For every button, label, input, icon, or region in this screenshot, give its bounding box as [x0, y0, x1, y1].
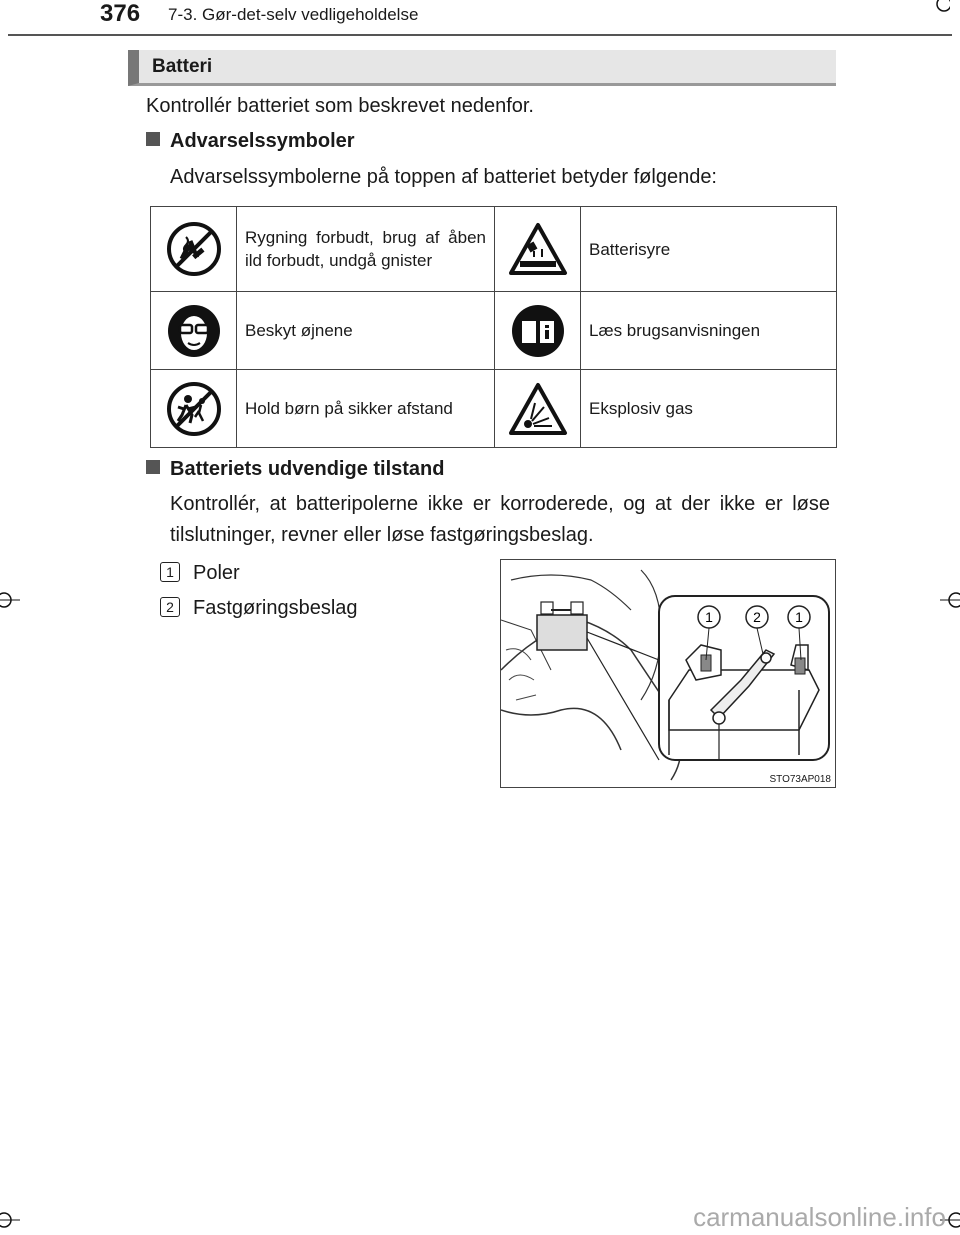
item-label: Poler — [193, 562, 240, 584]
read-manual-icon — [495, 292, 581, 370]
registration-mark-icon — [0, 1208, 20, 1228]
battery-condition-heading — [146, 458, 445, 481]
no-smoking-icon — [151, 207, 237, 292]
battery-condition-description: Kontrollér, at batteripolerne ikke er korroderede, og at der ikke er løse tilslutninger, revner eller løse fastgøringsbeslag. — [170, 493, 830, 546]
warning-symbols-description: Advarselssymbolerne på toppen af batteriet betyder følgende: — [170, 166, 717, 188]
square-bullet-icon — [146, 460, 160, 474]
battery-acid-text: Batterisyre — [581, 207, 837, 292]
keep-children-away-text: Hold børn på sikker afstand — [237, 370, 495, 448]
chapter-title: 7-3. Gør-det-selv vedligeholdelse — [168, 5, 419, 24]
registration-mark-icon — [0, 590, 20, 610]
square-bullet-icon — [146, 132, 160, 146]
no-smoking-text: Rygning forbudt, brug af åben ild forbudt, undgå gnister — [237, 207, 495, 292]
warning-symbols-table — [150, 206, 837, 448]
watermark: carmanualsonline.info — [693, 1202, 946, 1232]
warning-symbols-heading — [146, 130, 355, 153]
intro-text: Kontrollér batteriet som beskrevet nedenfor. — [146, 95, 534, 117]
registration-mark-icon — [930, 0, 950, 20]
callout-1-left: 1 — [705, 609, 713, 625]
callout-2: 2 — [753, 609, 761, 625]
table-row — [151, 370, 837, 448]
explosive-gas-text: Eksplosiv gas — [581, 370, 837, 448]
warning-symbols-heading-text: Advarselssymboler — [170, 130, 355, 152]
read-manual-text: Læs brugsanvisningen — [581, 292, 837, 370]
explosive-gas-icon — [495, 370, 581, 448]
battery-illustration — [500, 559, 836, 788]
eye-protection-text: Beskyt øjnene — [237, 292, 495, 370]
section-title-bar — [128, 50, 836, 86]
section-title: Batteri — [152, 56, 213, 77]
item-number-badge: 2 — [160, 597, 180, 617]
eye-protection-icon — [151, 292, 237, 370]
battery-acid-icon — [495, 207, 581, 292]
page-number: 376 — [100, 0, 141, 27]
registration-mark-icon — [940, 590, 960, 610]
engine-bay-drawing — [501, 560, 836, 788]
callout-1-right: 1 — [795, 609, 803, 625]
keep-children-away-icon — [151, 370, 237, 448]
table-row — [151, 292, 837, 370]
table-row — [151, 207, 837, 292]
header-divider — [8, 34, 952, 36]
item-number-badge: 1 — [160, 562, 180, 582]
item-label: Fastgøringsbeslag — [193, 597, 358, 619]
battery-condition-heading-text: Batteriets udvendige tilstand — [170, 458, 445, 480]
figure-code: STO73AP018 — [769, 774, 831, 785]
